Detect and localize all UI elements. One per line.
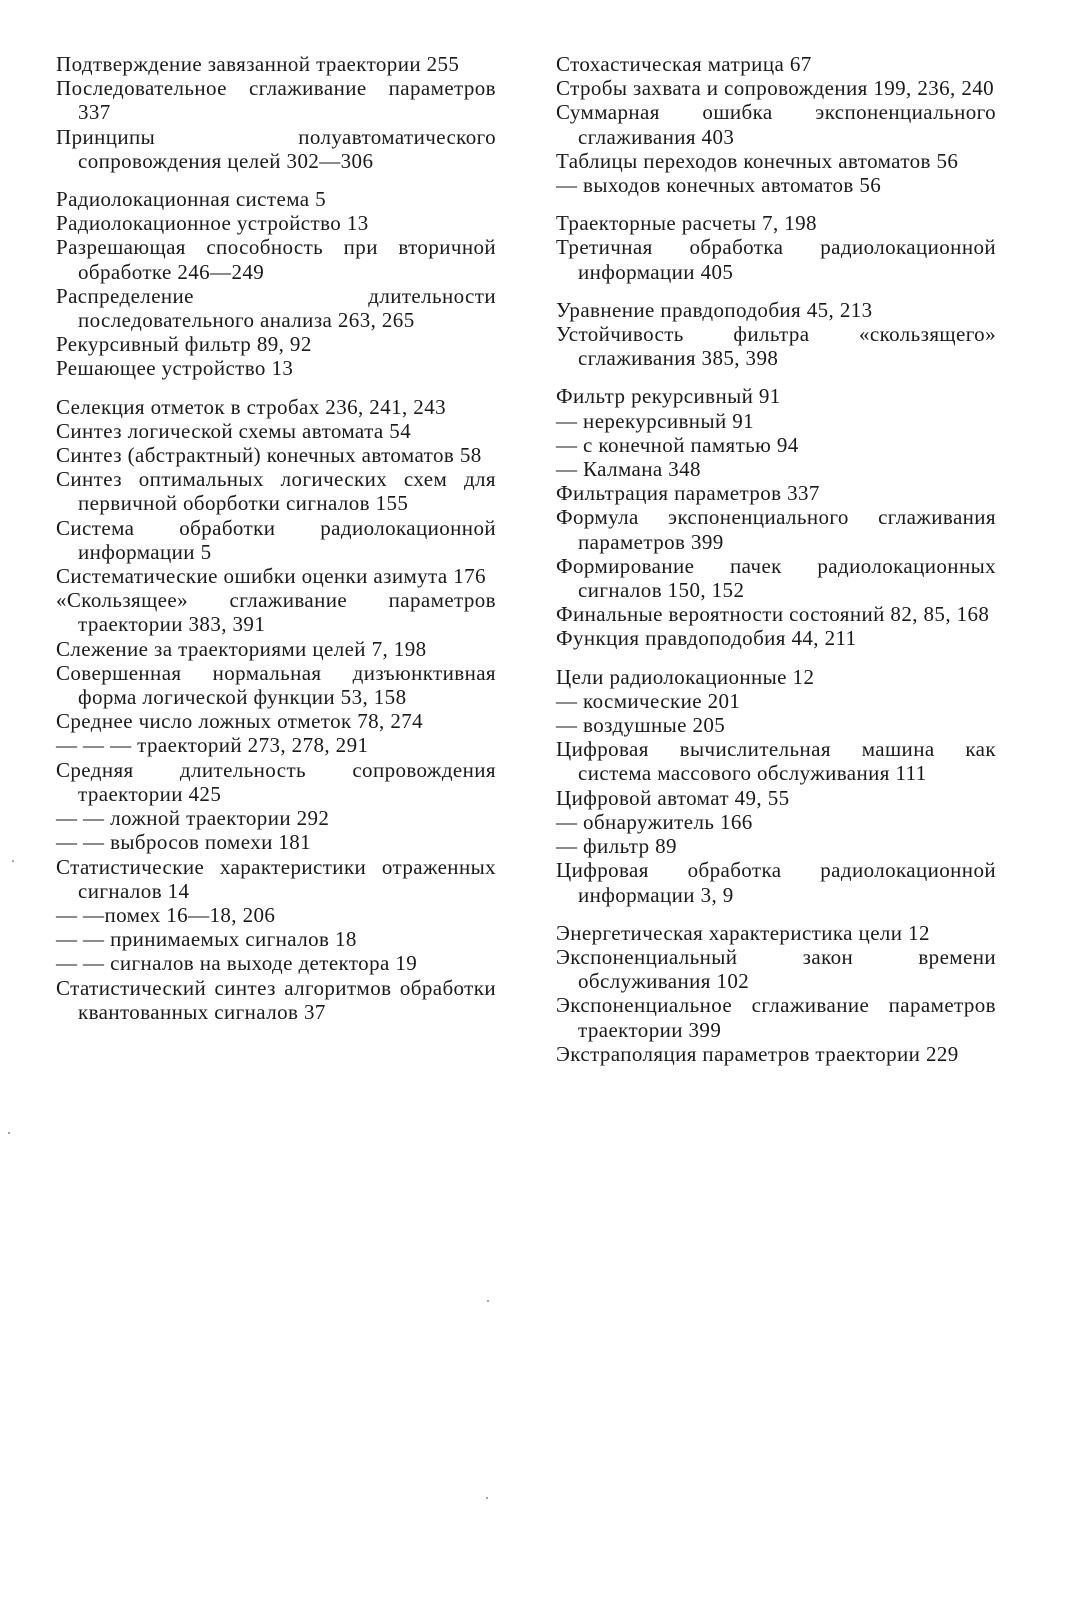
index-entry: Подтверждение завязанной траектории 255 (56, 52, 460, 76)
index-entry: — обнаружитель 166 (556, 809, 753, 834)
index-entry: Фильтр рекурсивный 91 (556, 384, 781, 409)
index-entry: Систематические ошибки оценки азимута 176 (56, 564, 486, 589)
index-entry: Синтез оптимальных логических схем для первичной оборботки сигналов 155 (56, 467, 496, 516)
index-entry: Цифровая вычислительная машина как система массового обслуживания 111 (556, 737, 996, 786)
index-entry: Финальные вероятности состояний 82, 85, 168 (556, 602, 990, 627)
index-entry: Система обработки радиолокационной информации 5 (56, 515, 496, 564)
index-entry: Фильтрация параметров 337 (556, 481, 820, 506)
index-entry: Распределение длительности последовательного анализа 263, 265 (56, 283, 496, 333)
index-entry: Статистический синтез алгоритмов обработки квантованных сигналов 37 (56, 975, 496, 1024)
index-entry: — выходов конечных автоматов 56 (556, 173, 882, 198)
index-entry: «Скользящее» сглаживание параметров траектории 383, 391 (56, 588, 496, 637)
index-entry: — —помех 16—18, 206 (56, 902, 276, 927)
index-entry: Стробы захвата и сопровождения 199, 236, 240 (556, 76, 995, 101)
index-entry: Синтез логической схемы автомата 54 (56, 418, 412, 443)
index-entry: Цели радиолокационные 12 (556, 664, 815, 689)
index-entry: — Калмана 348 (556, 457, 701, 482)
index-entry: — фильтр 89 (556, 834, 677, 859)
index-group (556, 384, 996, 650)
index-entry: Последовательное сглаживание параметров 337 (56, 76, 496, 125)
index-entry: Третичная обработка радиолокационной информации 405 (556, 235, 996, 284)
index-entry: — нерекурсивный 91 (556, 408, 755, 433)
index-entry: — воздушные 205 (556, 713, 726, 738)
index-entry: Формирование пачек радиолокационных сигналов 150, 152 (556, 553, 996, 603)
index-group (556, 921, 996, 1066)
index-entry: Функция правдоподобия 44, 211 (556, 626, 857, 651)
scan-speck (486, 1497, 488, 1499)
scan-speck (12, 860, 14, 862)
index-left-column (56, 52, 496, 1024)
index-entry: Радиолокационное устройство 13 (56, 211, 369, 236)
index-entry: — — ложной траектории 292 (56, 806, 330, 831)
index-entry: Траекторные расчеты 7, 198 (556, 211, 817, 236)
index-entry: Цифровая обработка радиолокационной информации 3, 9 (556, 858, 996, 907)
index-entry: Экспоненциальный закон времени обслуживания 102 (556, 944, 996, 994)
index-entry: Экспоненциальное сглаживание параметров траектории 399 (556, 993, 996, 1042)
index-entry: Цифровой автомат 49, 55 (556, 785, 790, 810)
index-entry: Рекурсивный фильтр 89, 92 (56, 332, 312, 357)
index-entry: — с конечной памятью 94 (556, 432, 799, 457)
index-entry: Энергетическая характеристика цели 12 (556, 920, 930, 945)
index-entry: — космические 201 (556, 688, 741, 713)
index-group (56, 395, 496, 1024)
index-group (56, 187, 496, 381)
index-entry: Селекция отметок в стробах 236, 241, 243 (56, 394, 447, 419)
index-entry: Таблицы переходов конечных автоматов 56 (556, 148, 959, 173)
index-entry: Статистические характеристики отраженных сигналов 14 (56, 854, 496, 903)
index-entry: Совершенная нормальная дизъюнктивная форма логической функции 53, 158 (56, 660, 496, 710)
index-entry: Суммарная ошибка экспоненциального сглаживания 403 (556, 100, 996, 149)
index-entry: Разрешающая способность при вторичной обработке 246—249 (56, 235, 496, 284)
scan-speck (487, 1300, 489, 1302)
scan-speck (8, 1132, 10, 1134)
index-entry: — — сигналов на выходе детектора 19 (56, 951, 418, 976)
index-entry: Уравнение правдоподобия 45, 213 (556, 297, 873, 322)
index-right-column (556, 52, 996, 1066)
index-group (56, 52, 496, 173)
index-entry: Решающее устройство 13 (56, 356, 294, 381)
index-entry: Стохастическая матрица 67 (556, 52, 812, 76)
index-group (556, 665, 996, 907)
index-entry: Формула экспоненциального сглаживания параметров 399 (556, 505, 996, 554)
index-entry: Среднее число ложных отметок 78, 274 (56, 709, 424, 734)
index-entry: Радиолокационная система 5 (56, 187, 327, 212)
index-entry: Устойчивость фильтра «скользящего» сглаживания 385, 398 (556, 322, 996, 371)
index-entry: — — — траекторий 273, 278, 291 (56, 733, 369, 758)
index-entry: — — выбросов помехи 181 (56, 830, 312, 855)
index-entry: Принципы полуавтоматического сопровождения целей 302—306 (56, 124, 496, 173)
index-entry: Экстраполяция параметров траектории 229 (556, 1041, 959, 1066)
index-entry: Синтез (абстрактный) конечных автоматов 58 (56, 443, 482, 468)
index-entry: — — принимаемых сигналов 18 (56, 927, 357, 952)
index-group (556, 52, 996, 197)
index-entry: Слежение за траекториями целей 7, 198 (56, 636, 427, 661)
index-entry: Средняя длительность сопровождения траектории 425 (56, 757, 496, 806)
index-group (556, 211, 996, 284)
index-group (556, 298, 996, 371)
